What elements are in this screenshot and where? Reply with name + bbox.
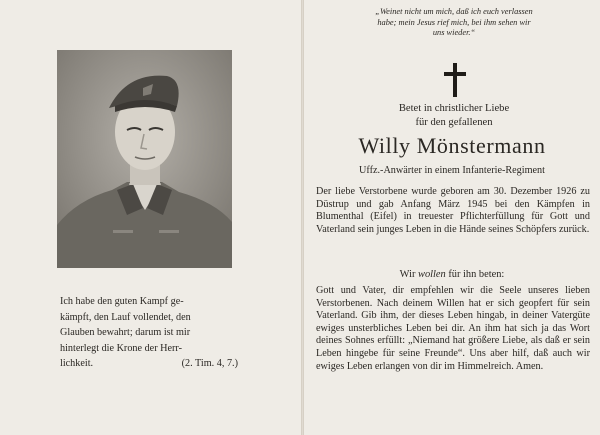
prayer-intro-line: für den gefallenen xyxy=(415,116,493,128)
quote-line: Glauben bewahrt; darum ist mir xyxy=(60,327,191,339)
prayer-text: Gott und Vater, dir empfehlen wir die Seele unseres lieben Verstorbenen. Nach deinem Willen hat er sich geopfert für sein Vaterland. Gib ihm, der dieses Leben hingab, in deiner Vatergüte ewiges unsterbliches Leben bei dir. An ihm hat sich ja das Wort deines Sohnes erfüllt: „Niemand hat größere Liebe, als daß er sein Leben hingebe für seine Freunde“. Uns aber hilf, daß auch wir ewiges Leben erlangen von dir im Himmelreich. Amen. xyxy=(316,285,590,372)
quote-final-line xyxy=(60,356,238,372)
motto-line: „Weinet nicht um mich, daß ich euch verlassen xyxy=(375,7,533,16)
motto-line: uns wieder.“ xyxy=(432,28,476,38)
quote-line: kämpft, den Lauf vollendet, den xyxy=(60,311,191,323)
quote-line: lichkeit. xyxy=(60,358,94,370)
prayer-heading-start: Wir xyxy=(399,269,419,280)
cross-icon xyxy=(444,63,466,97)
quote-line: Ich habe den guten Kampf ge- xyxy=(60,296,184,307)
prayer-heading xyxy=(304,269,600,280)
right-page xyxy=(304,0,600,435)
quote-reference: (2. Tim. 4, 7.) xyxy=(181,358,238,370)
motto-quote xyxy=(349,7,559,39)
prayer-intro xyxy=(344,102,564,129)
military-rank: Uffz.-Anwärter in einem Infanterie-Regiment xyxy=(359,165,545,176)
bible-quote xyxy=(60,294,238,372)
soldier-portrait-icon xyxy=(57,50,232,268)
prayer-heading-emphasis: wollen xyxy=(418,269,446,280)
prayer-intro-line: Betet in christlicher Liebe xyxy=(398,103,510,114)
deceased-name: Willy Mönstermann xyxy=(358,133,546,158)
biography-text: Der liebe Verstorbene wurde geboren am 30. Dezember 1926 zu Düstrup und gab Anfang März 1945 bei den Kämpfen in Blumenthal (Eifel) in treuester Pflichterfüllung für Gott und Vaterland sein junges Leben in die Hände seines Schöpfers zurück. xyxy=(316,186,590,235)
motto-line: habe; mein Jesus rief mich, bei ihm sehen wir xyxy=(377,17,531,27)
quote-line: hinterlegt die Krone der Herr- xyxy=(60,342,182,354)
portrait-photo xyxy=(57,50,232,268)
prayer-heading-end: für ihn beten: xyxy=(445,269,505,280)
